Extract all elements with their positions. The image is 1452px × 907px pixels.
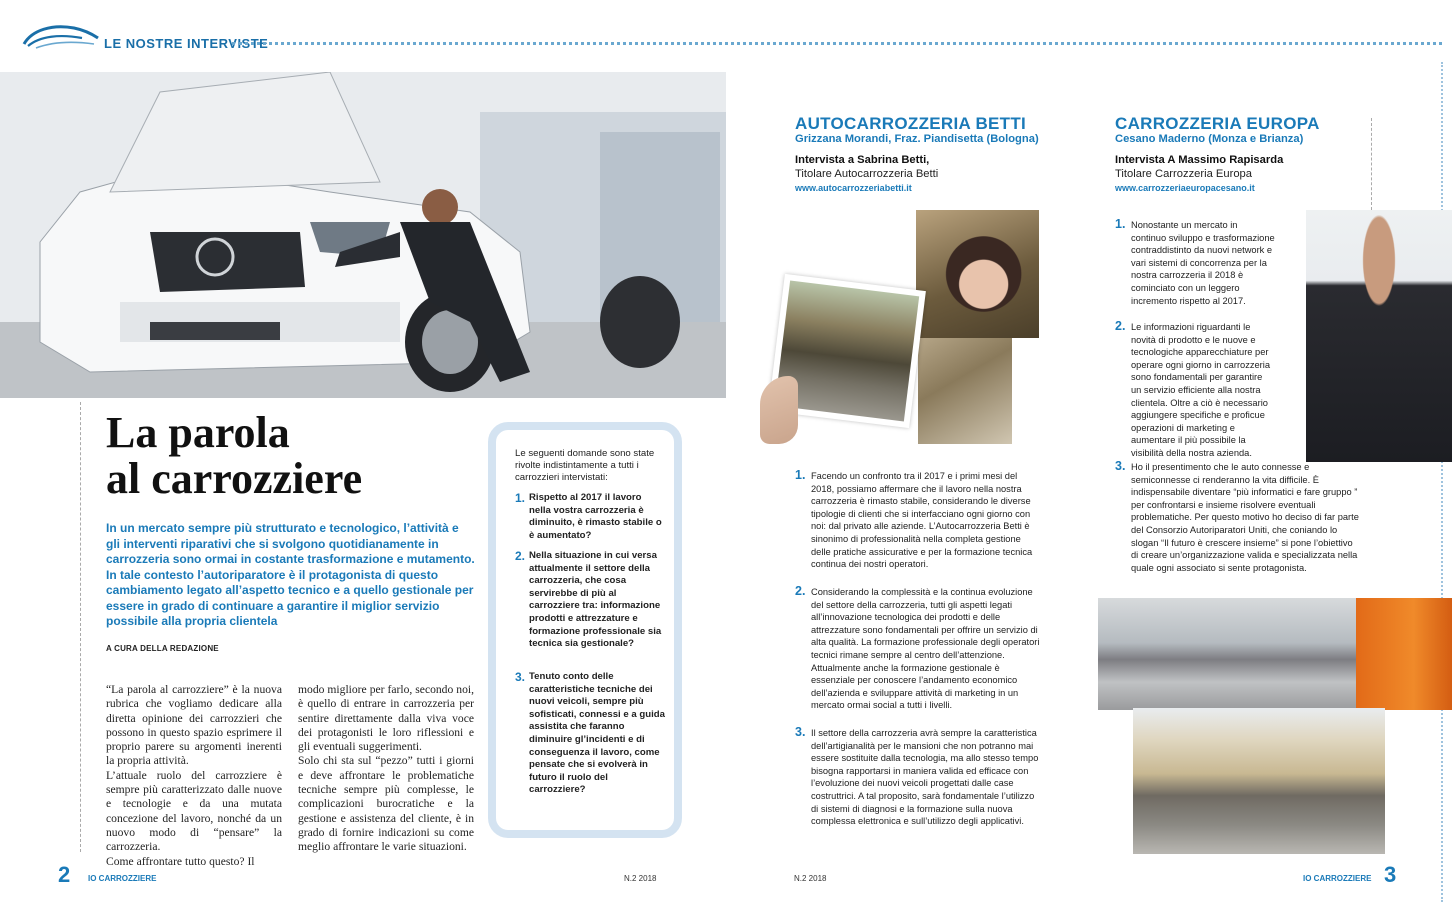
issue-label-right: N.2 2018 (794, 874, 827, 883)
company-name-betti: AUTOCARROZZERIA BETTI (795, 114, 1027, 133)
byline: A CURA DELLA REDAZIONE (106, 644, 219, 653)
role-europa: Titolare Carrozzeria Europa (1115, 168, 1252, 180)
car-swoosh-icon (22, 22, 100, 50)
body-column-1: “La parola al carrozziere” è la nuova rubrica che vogliamo dedicare alla diretta opinione dei carrozzieri che possono in questo spazio esprimere il proprio parere su argomenti inerenti la propria attività. L’attuale ruolo del carrozziere è sempre più caratterizzato dalle nuove e tecnologie e da una mutata concezione del lavoro, nonché da un nuovo modo di “pensare” la carrozzeria. Come affrontare tutto questo? Il (106, 683, 282, 868)
hand-holding-photo (760, 376, 798, 444)
answer-item (795, 470, 1040, 571)
answer-text: Ho il presentimento che le auto connesse e semiconnesse ci renderanno la vita difficile. È indispensabile diventare “più informatici e fare gruppo ” per confrontarsi e insieme risolvere eventuali problematiche. Per questo motivo ho deciso di far parte del Consorzio Autoriparatori Uniti, che coniando lo slogan “Il futuro è crescere insieme” si pone l’obiettivo di creare un’organizzazione valida e specializzata nella quale ogni associato si sente protagonista. (1131, 462, 1359, 573)
interviewee-betti: Intervista a Sabrina Betti, (795, 154, 930, 166)
page-edge-rule (1441, 62, 1443, 902)
question-number: 2. (515, 549, 526, 563)
url-betti[interactable]: www.autocarrozzeriabetti.it (795, 183, 912, 193)
company-location-europa: Cesano Maderno (Monza e Brianza) (1115, 133, 1304, 145)
hero-photo (0, 72, 726, 398)
europa-paint-booth-photo (1356, 598, 1452, 710)
company-name-europa: CARROZZERIA EUROPA (1115, 114, 1320, 133)
answer-number: 3. (795, 725, 806, 739)
company-location-betti: Grizzana Morandi, Fraz. Piandisetta (Bologna) (795, 133, 1039, 145)
article-lead: In un mercato sempre più strutturato e tecnologico, l’attività e gli interventi riparativi che si svolgono quotidianamente in carrozzeria sono ormai in costante trasformazione e mutamento. In tale contesto l’autoriparatore è il protagonista di questo cambiamento legato all’aspetto tecnico e a quello gestionale per essere in grado di continuare a garantire il miglior servizio possibile alla propria clientela (106, 521, 475, 628)
answer-item (795, 727, 1040, 828)
answer-number: 2. (1115, 319, 1126, 333)
publication-name-left: IO CARROZZIERE (88, 874, 157, 883)
header-dotted-rule (232, 42, 1442, 45)
answer-item (1115, 219, 1275, 307)
answer-number: 2. (795, 584, 806, 598)
answer-number: 1. (1115, 217, 1126, 231)
question-number: 1. (515, 491, 526, 505)
europa-building-photo (1133, 708, 1385, 854)
answer-item (795, 586, 1040, 712)
publication-name-right: IO CARROZZIERE (1303, 874, 1372, 883)
betti-background-photo (918, 338, 1012, 444)
answer-text: Le informazioni riguardanti le novità di prodotto e le nuove e tecnologiche apparecchiature per operare ogni giorno in carrozzeria sono fondamentali per garantire un servizio efficiente alla nostra clientela. Oltre a ciò è necessario aggiungere specifiche e proficue operazioni di marketing e aumentare il più possibile la visibilità della nostra azienda. (1131, 322, 1271, 458)
betti-portrait-photo (916, 210, 1039, 338)
issue-label-left: N.2 2018 (624, 874, 657, 883)
question-item (515, 492, 665, 542)
question-item (515, 550, 665, 651)
question-text: Rispetto al 2017 il lavoro nella vostra carrozzeria è diminuito, è rimasto stabile o è aumentato? (529, 492, 662, 541)
question-item (515, 671, 665, 797)
answer-text: Il settore della carrozzeria avrà sempre la caratteristica dell’artigianalità per le mansioni che non potranno mai essere sostituite dalla tecnologia, ma allo stesso tempo bisogna rapportarsi in maniera valida ed efficace con l’evoluzione dei nuovi veicoli progettati dalle case costruttrici. A tal proposito, sarà fondamentale l’utilizzo di sistemi di diagnosi e la formazione sulla nuova complessa elettronica e sull’utilizzo degli applicativi. (811, 728, 1039, 827)
answer-number: 1. (795, 468, 806, 482)
question-text: Nella situazione in cui versa attualmente il settore della carrozzeria, che cosa servirebbe di più al carrozziere tra: informazione prodotti e attrezzature e formazione professionale sia tecnica sia gestionale? (529, 550, 662, 650)
article-title: La parola al carrozziere (106, 408, 363, 503)
answer-text: Nonostante un mercato in continuo sviluppo e trasformazione contraddistinto da nuovi network e vari sistemi di concorrenza per la nostra carrozzeria il 2018 è cominciato con un leggero incremento rispetto al 2017. (1131, 220, 1275, 306)
column-dashed-rule (1371, 118, 1372, 210)
question-text: Tenuto conto delle caratteristiche tecniche dei nuovi veicoli, sempre più sofisticati, connessi e a guida assistita che faranno diminuire gl’incidenti e di conseguenza il lavoro, come pensate che si evolverà in futuro il ruolo del carrozziere? (529, 671, 665, 796)
body-column-2: modo migliore per farlo, secondo noi, è quello di entrare in carrozzeria per sentire direttamente dalla viva voce dei protagonisti le loro riflessioni e gli eventuali suggerimenti. Solo chi sta sul “pezzo” tutti i giorni e deve affrontare le problematiche tecniche sempre più complesse, le complicazioni burocratiche e la gestione e assistenza del cliente, è in grado di fornire indicazioni su come meglio affrontare le varie situazioni. (298, 683, 474, 854)
answer-text: Considerando la complessità e la continua evoluzione del settore della carrozzeria, tutti gli aspetti legati all’innovazione tecnologica dei prodotti e delle attrezzature sono fondamentali per offrire un servizio di alta qualità. La formazione professionale degli operatori tecnici rimane sempre al centro dell’attenzione. Attualmente anche la formazione gestionale è essenziale per conoscere l’andamento economico dell’azienda e sviluppare attività di marketing in un mercato ormai social a tutti i livelli. (811, 587, 1040, 711)
questions-intro: Le seguenti domande sono state rivolte indistintamente a tutti i carrozzieri intervistati: (515, 448, 655, 483)
page-number-right: 3 (1384, 862, 1397, 887)
title-dashed-rule (80, 402, 81, 852)
role-betti: Titolare Autocarrozzeria Betti (795, 168, 939, 180)
europa-portrait-photo (1306, 210, 1452, 462)
question-number: 3. (515, 670, 526, 684)
page-number-left: 2 (58, 862, 71, 887)
answer-item (1115, 321, 1275, 460)
url-europa[interactable]: www.carrozzeriaeuropacesano.it (1115, 183, 1255, 193)
interviewee-europa: Intervista A Massimo Rapisarda (1115, 154, 1284, 166)
section-label: LE NOSTRE INTERVISTE (104, 36, 269, 51)
car-photo-illustration (0, 72, 726, 398)
answer-item (1115, 461, 1360, 574)
answer-text: Facendo un confronto tra il 2017 e i primi mesi del 2018, possiamo affermare che il lavoro nella nostra carrozzeria è rimasto stabile, considerando le diverse tipologie di clienti che si interfacciano ogni giorno con noi: dal privato alle aziende. L’Autocarrozzeria Betti è sinonimo di professionalità nella completa gestione delle pratiche assicurative e per la formazione tecnica continua dei nostri operatori. (811, 471, 1033, 570)
answer-number: 3. (1115, 459, 1126, 473)
